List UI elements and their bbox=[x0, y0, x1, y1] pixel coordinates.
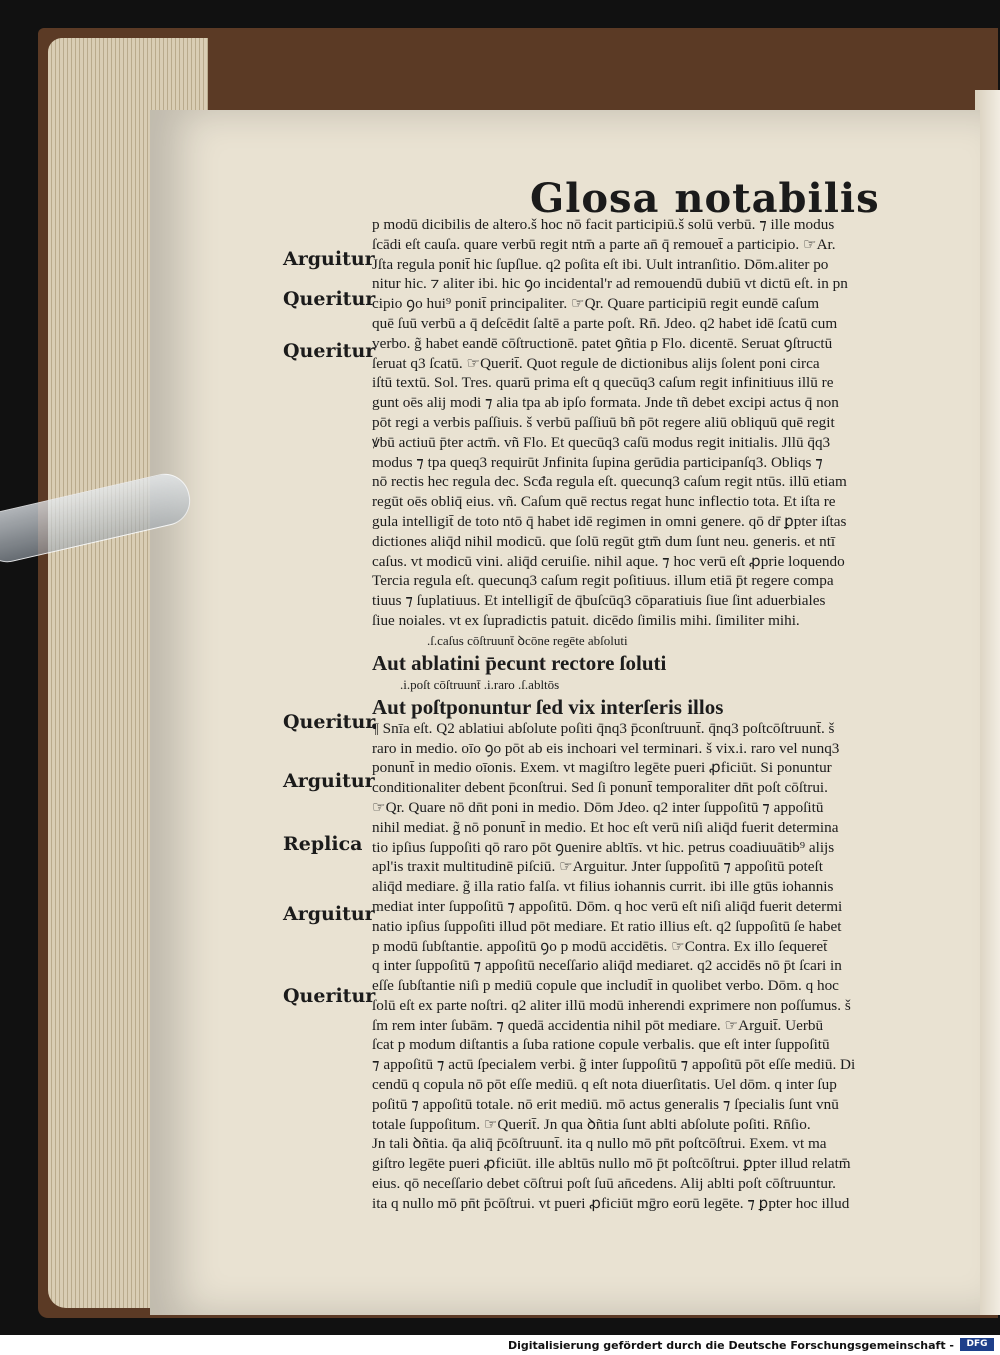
text-line: ſcat p modum diſtantis a ſuba ratione copule verbalis. que eſt inter ſuppoſitū bbox=[372, 1036, 830, 1054]
margin-label: Queritur bbox=[283, 985, 376, 1007]
footer-bar bbox=[0, 1335, 1000, 1355]
text-line: natio ipſius ſuppoſiti illud pōt mediare. Et ratio illius eſt. q2 ſuppoſitū ſe habet bbox=[372, 917, 842, 935]
text-line: tio ipſius ſuppoſiti qō raro pōt ꝯuenire abltīs. vt hic. petrus coadiuuātib⁹ alijs bbox=[372, 838, 835, 856]
text-line: apl'is traxit multitudinē piſciū. ☞Arguitur. Jnter ſuppoſitū ⁊ appoſitū poteſt bbox=[372, 858, 823, 876]
text-line: pōt regi a verbis paſſiuis. š verbū paſſiuū bñ pōt regere aliū obliquū quē regit bbox=[372, 413, 835, 431]
funding-credit: Digitalisierung gefördert durch die Deutsche Forschungsgemeinschaft - bbox=[507, 1339, 954, 1352]
text-line: ¶ Snīa eſt. Q2 ablatiui abſolute poſiti q̄nq3 p̄conſtruunt̄. q̄nq3 poſtcōſtruunt̄. š bbox=[372, 719, 835, 737]
text-line: ſiue noiales. vt ex ſupradictis patuit. dicēdo ſimilis mihi. ſimiliter mihi. bbox=[372, 611, 800, 629]
text-line: ꝟbū actiuū p̄ter actm̄. vñ Flo. Et quecūq3 caſū modus regit initialis. Jllū q̄q3 bbox=[372, 433, 831, 451]
text-line: cipio ꝯo hui⁹ ponit̄ principaliter. ☞Qr. Quare participiū regit eundē caſum bbox=[372, 295, 820, 313]
text-line: tiuus ⁊ ſuplatiuus. Et intelligit̄ de q̄buſcūq3 cōparatiuis ſiue ſint aduerbiales bbox=[372, 592, 826, 610]
text-line: gula intelligit̄ de toto ntō q̄ habet idē regimen in omni genere. qō dr̄ ꝑpter iſtas bbox=[372, 512, 847, 530]
text-line: mediat inter ſuppoſitū ⁊ appoſitū. Dōm. q hoc verū eſt niſi aliq̄d fuerit determi bbox=[372, 897, 843, 915]
text-line: ſeruat q3 ſcatū. ☞Querit̄. Quot regule de dictionibus alijs ſolent poni circa bbox=[372, 354, 820, 372]
text-line: ita q nullo mō pn̄t p̄cōſtrui. vt pueri ꝓficiūt mḡro eorū legēte. ⁊ ꝑpter hoc illud bbox=[372, 1194, 850, 1212]
text-line: Jn tali ꝺñtia. q̄a aliq̄ p̄cōſtruunt̄. ita q nullo mō pn̄t poſtcōſtrui. Exem. vt ma bbox=[372, 1135, 827, 1153]
text-line: aliq̄d mediare. g̃ illa ratio falſa. vt filius iohannis currit. ibi ille gtūs iohannis bbox=[372, 878, 834, 896]
interlinear-gloss: .ſ.caſus cōſtruunt̄ ꝺcōne regēte abſoluti bbox=[427, 632, 628, 648]
margin-label: Arguitur bbox=[283, 903, 375, 925]
text-line: Jſta regula ponit̄ hic ſupſlue. q2 poſita eſt ibi. Uult intranſitio. Dōm.aliter po bbox=[372, 255, 829, 273]
text-line: p modū ſubſtantie. appoſitū ꝯo p modū accidētis. ☞Contra. Ex illo ſequeret̄ bbox=[372, 937, 828, 955]
text-line: ⁊ appoſitū ⁊ actū ſpecialem verbi. g̃ inter ſuppoſitū ⁊ appoſitū pōt eſſe mediū. Di bbox=[372, 1056, 856, 1074]
margin-label: Arguitur bbox=[283, 248, 375, 270]
verse-line: Aut ablatini p̄ecunt rectore ſoluti bbox=[372, 650, 667, 675]
text-line: conditionaliter debent p̄conſtrui. Sed ſi ponunt̄ temporaliter dn̄t poſt cōſtrui. bbox=[372, 779, 828, 797]
text-line: caſus. vt modicū vini. aliq̄d ceruiſie. nihil aque. ⁊ hoc verū eſt ꝓprie loquendo bbox=[372, 552, 845, 570]
text-line: cendū q copula nō pōt eſſe mediū. q eſt nota diuerſitatis. Uel dōm. q inter ſup bbox=[372, 1076, 837, 1094]
text-line: nitur hic. ⁊ aliter ibi. hic ꝯo incidental'r ad remouendū dubiū vt dictū eſt. in pn bbox=[372, 275, 848, 293]
text-line: quē ſuū verbū a q̄ deſcēdit ſaltē a parte poſt. Rn̄. Jdeo. q2 habet idē ſcatū cum bbox=[372, 314, 838, 332]
main-text bbox=[372, 215, 942, 1214]
text-line: raro in medio. oīo ꝯo pōt ab eis inchoari vel terminari. š vix.i. raro vel nunq3 bbox=[372, 739, 840, 757]
text-line: p modū dicibilis de altero.š hoc nō facit participiū.š solū verbū. ⁊ ille modus bbox=[372, 216, 835, 233]
text-line: nihil mediat. g̃ nō ponunt̄ in medio. Et hoc eſt verū niſi aliq̄d fuerit determina bbox=[372, 818, 839, 836]
interlinear-gloss: .i.poſt cōſtruunt̄ .i.raro .ſ.abltōs bbox=[400, 676, 560, 692]
margin-label: Queritur bbox=[283, 340, 376, 362]
text-line: q inter ſuppoſitū ⁊ appoſitū neceſſario aliq̄d mediaret. q2 accidēs nō p̄t ſcari in bbox=[372, 957, 842, 975]
text-line: iſtū textū. Sol. Tres. quarū prima eſt q quecūq3 caſum regit infinitiuus illū re bbox=[372, 374, 834, 392]
text-line: regūt oēs obliq̄ eius. vñ. Caſum quē rectus regat hunc inflectio tota. Et iſta re bbox=[372, 493, 836, 511]
text-line: poſitū ⁊ appoſitū totale. nō erit mediū. mō actus generalis ⁊ ſpecialis ſunt vnū bbox=[372, 1095, 839, 1113]
verse-line: Aut poſtponuntur ſed vix interſeris illos bbox=[372, 694, 724, 719]
page-heading: Glosa notabilis bbox=[530, 175, 880, 222]
margin-label: Arguitur bbox=[283, 770, 375, 792]
text-line: ſcādi eſt cauſa. quare verbū regit ntm̄ a parte an̄ q̄ remouet̄ a participio. ☞Ar. bbox=[372, 235, 836, 253]
text-line: Tercia regula eſt. quecunq3 caſum regit poſitiuus. illum etiā p̄t regere compa bbox=[372, 572, 834, 590]
dfg-logo: DFG bbox=[960, 1338, 994, 1351]
margin-label: Replica bbox=[283, 833, 363, 855]
margin-label: Queritur bbox=[283, 288, 376, 310]
text-line: dictiones aliq̄d nihil modicū. que ſolū regūt gtm̄ dum ſunt neu. generis. et ntī bbox=[372, 532, 836, 550]
text-line: modus ⁊ tpa queq3 requirūt Jnfinita ſupina gerūdia participanſq3. Obliqs ⁊ bbox=[372, 453, 823, 471]
text-line: ponunt̄ in medio oīonis. Exem. vt magiſtro legēte pueri ꝓficiūt. Si ponuntur bbox=[372, 759, 832, 777]
text-line: verbo. g̃ habet eandē cōſtructionē. patet ꝯñtia p Flo. dicentē. Seruat ꝯſtructū bbox=[372, 334, 833, 352]
text-line: totale ſuppoſitum. ☞Querit̄. Jn qua ꝺñtia ſunt ablti abſolute poſiti. Rn̄ſio. bbox=[372, 1115, 811, 1133]
text-line: giſtro legēte pueri ꝓficiūt. ille abltūs nullo mō p̄t poſtcōſtrui. ꝑpter illud relatm̄ bbox=[372, 1155, 851, 1173]
text-line: eius. qō neceſſario debet cōſtrui poſt ſuū an̄cedens. Alij ablti poſt cōſtruuntur. bbox=[372, 1175, 836, 1193]
text-line: ☞Qr. Quare nō dn̄t poni in medio. Dōm Jdeo. q2 inter ſuppoſitū ⁊ appoſitū bbox=[372, 798, 824, 816]
margin-label: Queritur bbox=[283, 711, 376, 733]
text-line: ſm rem inter ſubām. ⁊ quedā accidentia nihil pōt mediare. ☞Arguit̄. Uerbū bbox=[372, 1016, 824, 1034]
text-line: ſolū eſt ex parte noſtri. q2 aliter illū modū inherendi exprimere non poſſumus. š bbox=[372, 996, 851, 1014]
text-line: nō rectis hec regula dec. Scđa regula eſt. quecunq3 caſum regit ntūs. illū etiam bbox=[372, 473, 847, 491]
text-line: gunt oēs alij modi ⁊ alia tpa ab ipſo formata. Jnde tñ debet excipi actus q̄ non bbox=[372, 394, 839, 412]
text-line: eſſe ſubſtantie niſi p mediū copule que includit̄ in quolibet verbo. Dōm. q hoc bbox=[372, 977, 839, 995]
